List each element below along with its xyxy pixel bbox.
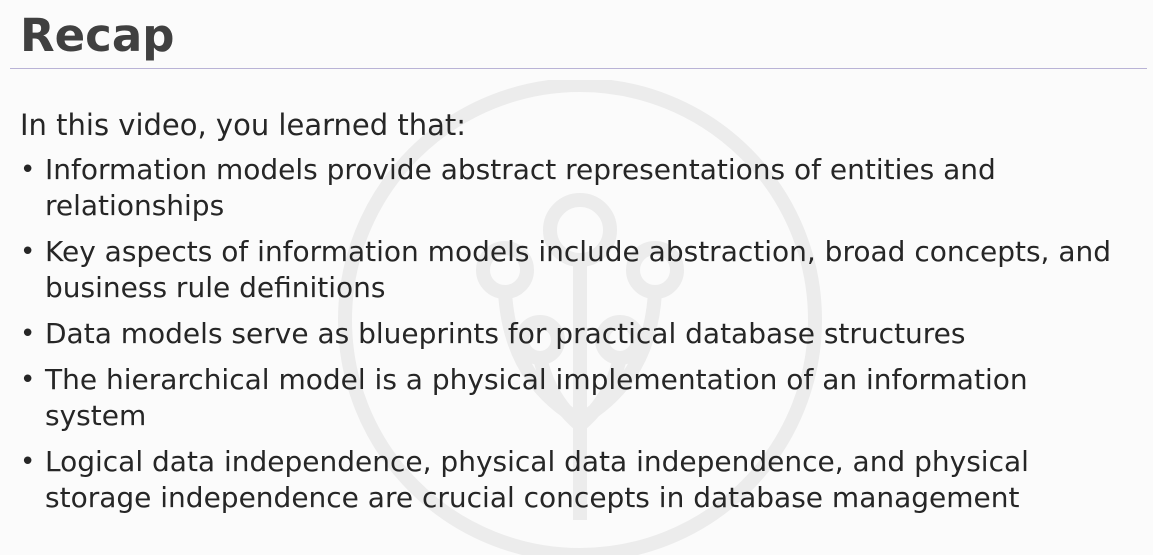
bullet-item-1 <box>20 152 1130 224</box>
slide-title: Recap <box>20 9 175 62</box>
bullet-text: Information models provide abstract representations of entities and relationships <box>45 153 996 222</box>
bullet-item-5 <box>20 444 1130 516</box>
bullet-marker: • <box>20 237 36 267</box>
bullet-text: Data models serve as blueprints for practical database structures <box>45 317 966 350</box>
bullet-marker: • <box>20 155 36 185</box>
bullet-text: The hierarchical model is a physical implementation of an information system <box>45 363 1028 432</box>
bullet-text: Logical data independence, physical data independence, and physical storage independence are crucial concepts in database management <box>45 445 1029 514</box>
bullet-marker: • <box>20 365 36 395</box>
bullet-marker: • <box>20 447 36 477</box>
bullet-marker: • <box>20 319 36 349</box>
bullet-item-4 <box>20 362 1130 434</box>
intro-text: In this video, you learned that: <box>20 108 467 142</box>
title-divider <box>10 68 1147 69</box>
recap-bullet-list <box>20 152 1130 526</box>
bullet-item-2 <box>20 234 1130 306</box>
bullet-item-3 <box>20 316 1130 352</box>
bullet-text: Key aspects of information models include abstraction, broad concepts, and business rule definitions <box>45 235 1112 304</box>
